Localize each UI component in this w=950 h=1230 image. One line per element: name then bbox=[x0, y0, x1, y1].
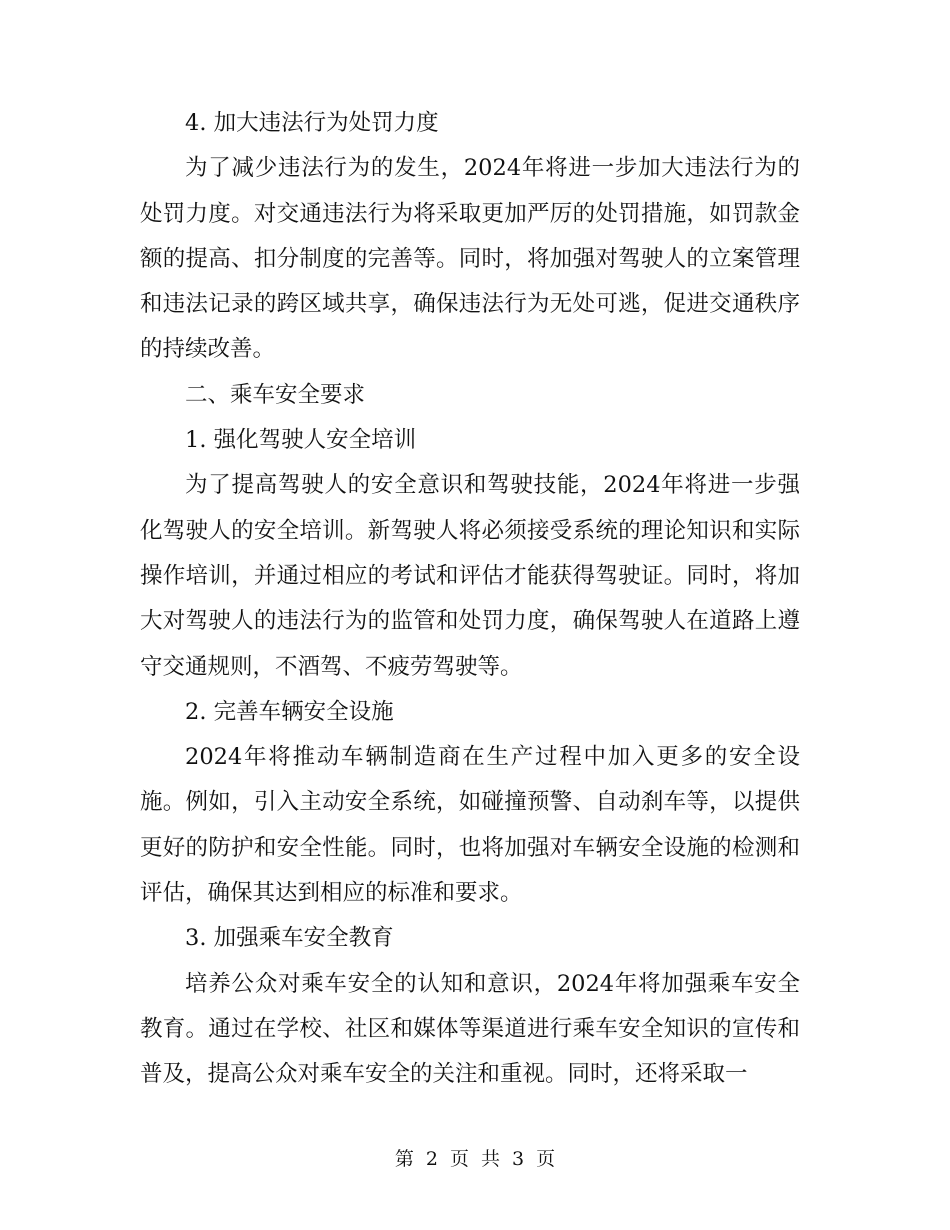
paragraph-penalties: 为了减少违法行为的发生，2024年将进一步加大违法行为的处罚力度。对交通违法行为将采取更加严厉的处罚措施，如罚款金额的提高、扣分制度的完善等。同时，将加强对驾驶人的立案管理和违法记录的跨区域共享，确保违法行为无处可逃，促进交通秩序的持续改善。 bbox=[140, 155, 800, 363]
paragraph-driver-training: 为了提高驾驶人的安全意识和驾驶技能，2024年将进一步强化驾驶人的安全培训。新驾驶人将必须接受系统的理论知识和实际操作培训，并通过相应的考试和评估才能获得驾驶证。同时，将加大对驾驶人的违法行为的监管和处罚力度，确保驾驶人在道路上遵守交通规则，不酒驾、不疲劳驾驶等。 bbox=[140, 472, 800, 680]
section-heading-vehicle-safety: 2. 完善车辆安全设施 bbox=[185, 698, 394, 725]
page-number-footer: 第 2 页 共 3 页 bbox=[394, 1148, 556, 1170]
chapter-heading-ride-safety: 二、乘车安全要求 bbox=[185, 381, 366, 408]
section-heading-penalties: 4. 加大违法行为处罚力度 bbox=[185, 110, 439, 136]
paragraph-safety-education: 培养公众对乘车安全的认知和意识，2024年将加强乘车安全教育。通过在学校、社区和媒体等渠道进行乘车安全知识的宣传和普及，提高公众对乘车安全的关注和重视。同时，还将采取一 bbox=[140, 970, 800, 1088]
section-heading-driver-training: 1. 强化驾驶人安全培训 bbox=[185, 427, 417, 454]
document-body bbox=[140, 101, 800, 1098]
section-heading-safety-education: 3. 加强乘车安全教育 bbox=[185, 925, 394, 952]
paragraph-vehicle-safety: 2024年将推动车辆制造商在生产过程中加入更多的安全设施。例如，引入主动安全系统，如碰撞预警、自动刹车等，以提供更好的防护和安全性能。同时，也将加强对车辆安全设施的检测和评估，确保其达到相应的标准和要求。 bbox=[140, 744, 800, 907]
